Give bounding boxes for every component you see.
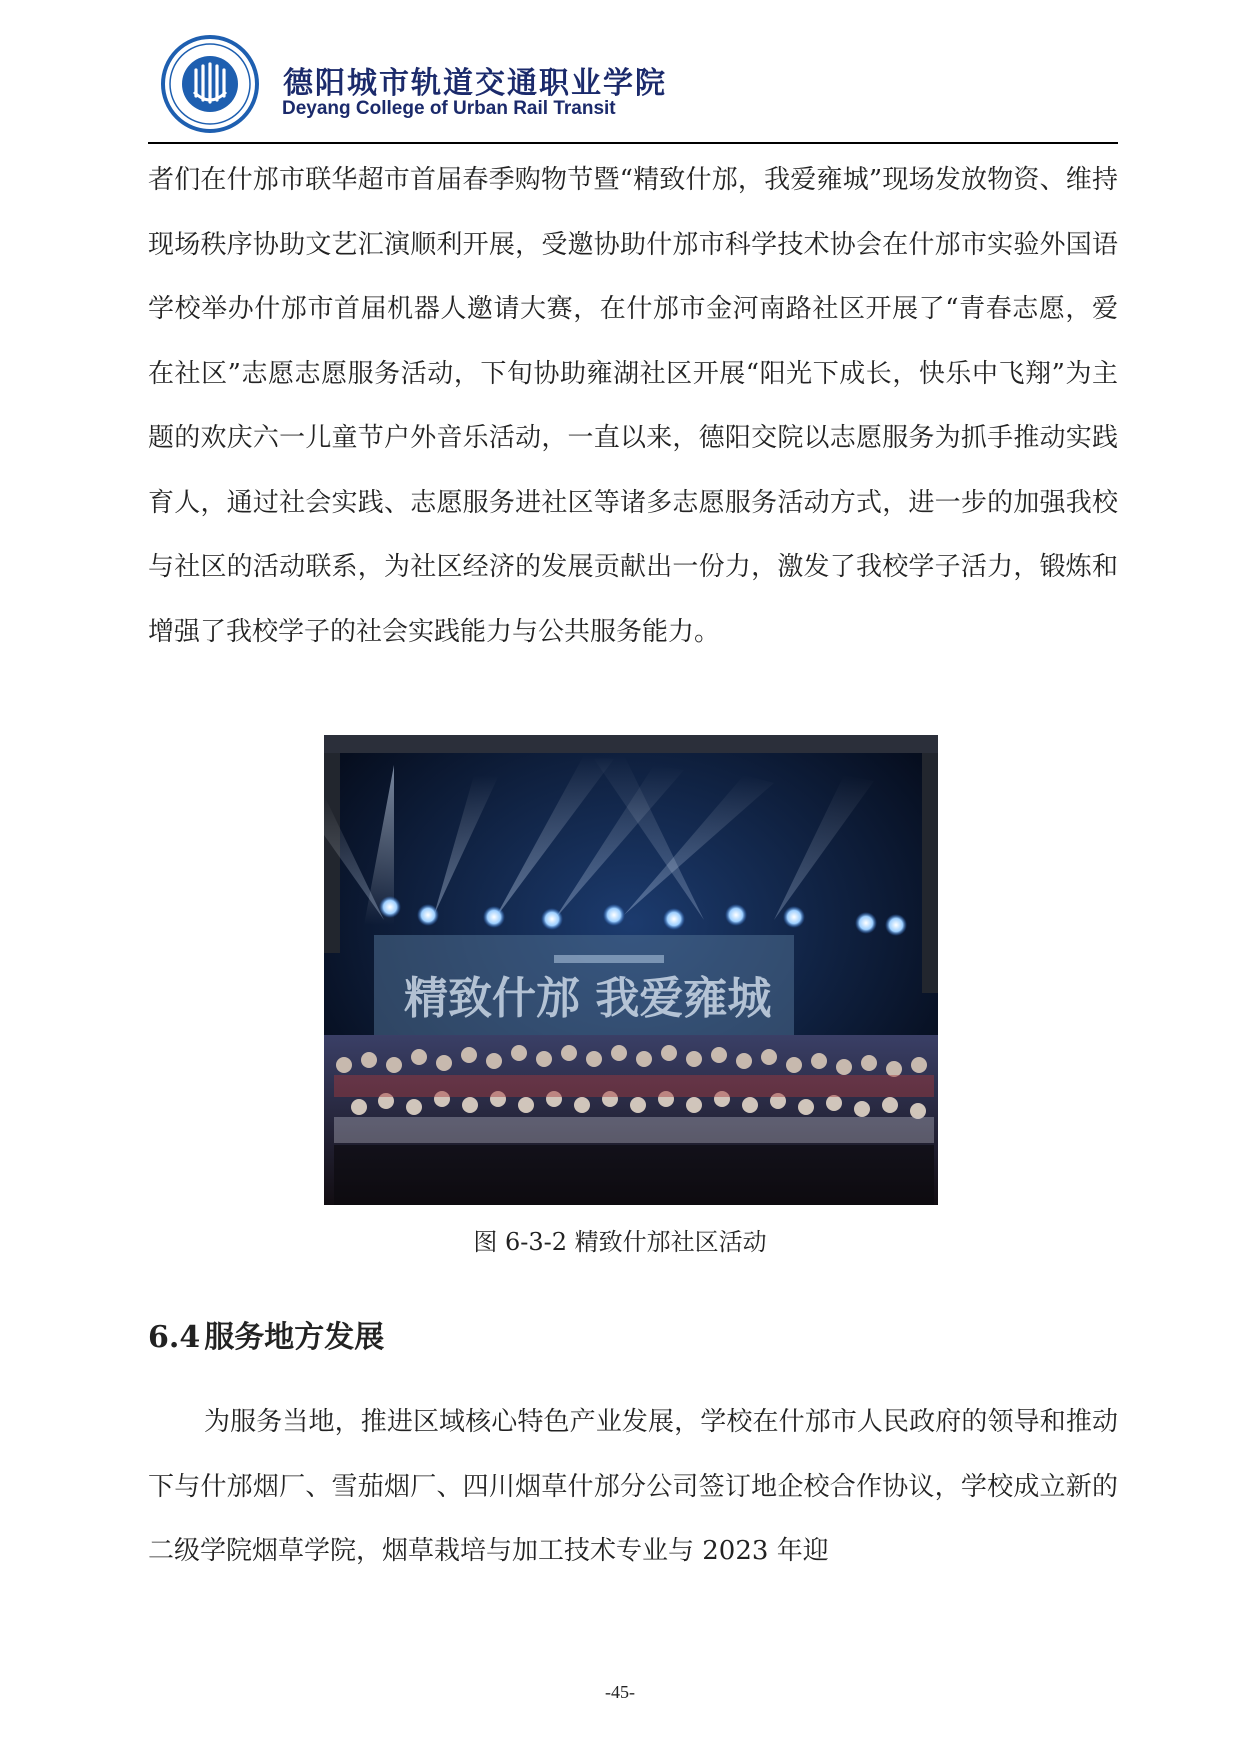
figure-caption: 图 6-3-2 精致什邡社区活动 [473,1228,767,1256]
school-name-cn: 德阳城市轨道交通职业学院 [283,66,667,101]
body-paragraph-2: 为服务当地，推进区域核心特色产业发展，学校在什邡市人民政府的领导和推动下与什邡烟厂、雪茄烟厂、四川烟草什邡分公司签订地企校合作协议，学校成立新的二级学院烟草学院，烟草栽培与加工技术专业与 2023 年迎 [148,1407,1118,1566]
page-number: -45- [605,1682,635,1702]
page-header [148,30,1118,142]
section-number: 6.4 [148,1320,201,1355]
event-stage-photo [324,735,938,1205]
section-heading [148,1312,384,1356]
college-emblem-icon [160,34,260,134]
school-name-en: Deyang College of Urban Rail Transit [282,98,616,119]
header-divider [148,142,1118,144]
section-title: 服务地方发展 [204,1320,385,1355]
svg-text:精致什邡 我爱雍城: 精致什邡 我爱雍城 [404,973,772,1024]
body-paragraph-1: 者们在什邡市联华超市首届春季购物节暨“精致什邡，我爱雍城”现场发放物资、维持现场秩序协助文艺汇演顺利开展，受邀协助什邡市科学技术协会在什邡市实验外国语学校举办什邡市首届机器人邀请大赛，在什邡市金河南路社区开展了“青春志愿，爱在社区”志愿志愿服务活动，下旬协助雍湖社区开展“阳光下成长，快乐中飞翔”为主题的欢庆六一儿童节户外音乐活动，一直以来，德阳交院以志愿服务为抓手推动实践育人，通过社会实践、志愿服务进社区等诸多志愿服务活动方式，进一步的加强我校与社区的活动联系，为社区经济的发展贡献出一份力，激发了我校学子活力，锻炼和增强了我校学子的社会实践能力与公共服务能力。 [148,165,1118,647]
